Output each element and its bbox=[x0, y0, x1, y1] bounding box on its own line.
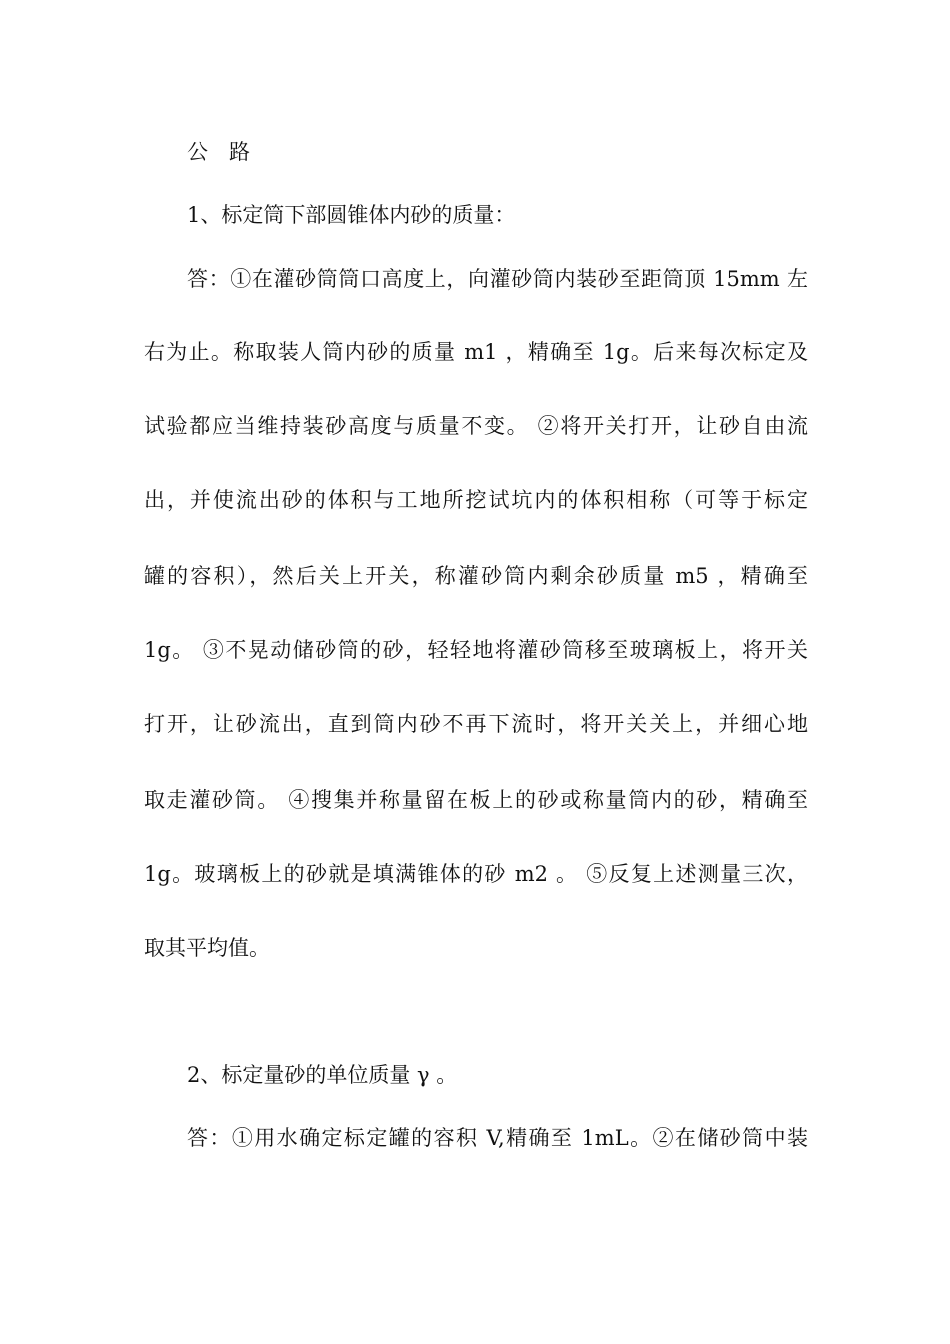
section1-line-1: 答：①在灌砂筒筒口高度上，向灌砂筒内装砂至距筒顶 15mm 左 bbox=[187, 267, 808, 291]
section1-line-9: 1g。玻璃板上的砂就是填满锥体的砂 m2 。 ⑤反复上述测量三次， bbox=[144, 862, 808, 886]
section1-line-4: 出，并使流出砂的体积与工地所挖试坑内的体积相称（可等于标定 bbox=[144, 488, 808, 512]
section2-title: 2、标定量砂的单位质量 γ 。 bbox=[187, 1063, 458, 1087]
section1-line-2: 右为止。称取装人筒内砂的质量 m1 ，精确至 1g。后来每次标定及 bbox=[144, 340, 808, 364]
section2-line-1: 答：①用水确定标定罐的容积 V,精确至 1mL。②在储砂筒中装 bbox=[187, 1126, 808, 1150]
document-heading: 公 路 bbox=[187, 140, 250, 164]
section1-line-6: 1g。 ③不晃动储砂筒的砂，轻轻地将灌砂筒移至玻璃板上，将开关 bbox=[144, 638, 808, 662]
section1-line-10: 取其平均值。 bbox=[144, 936, 270, 960]
section1-line-5: 罐的容积），然后关上开关，称灌砂筒内剩余砂质量 m5 ，精确至 bbox=[144, 564, 808, 588]
section1-title: 1、标定筒下部圆锥体内砂的质量： bbox=[187, 203, 516, 227]
section1-line-3: 试验都应当维持装砂高度与质量不变。 ②将开关打开，让砂自由流 bbox=[144, 414, 808, 438]
section1-line-7: 打开，让砂流出，直到筒内砂不再下流时，将开关关上，并细心地 bbox=[144, 712, 808, 736]
section1-line-8: 取走灌砂筒。 ④搜集并称量留在板上的砂或称量筒内的砂，精确至 bbox=[144, 788, 808, 812]
